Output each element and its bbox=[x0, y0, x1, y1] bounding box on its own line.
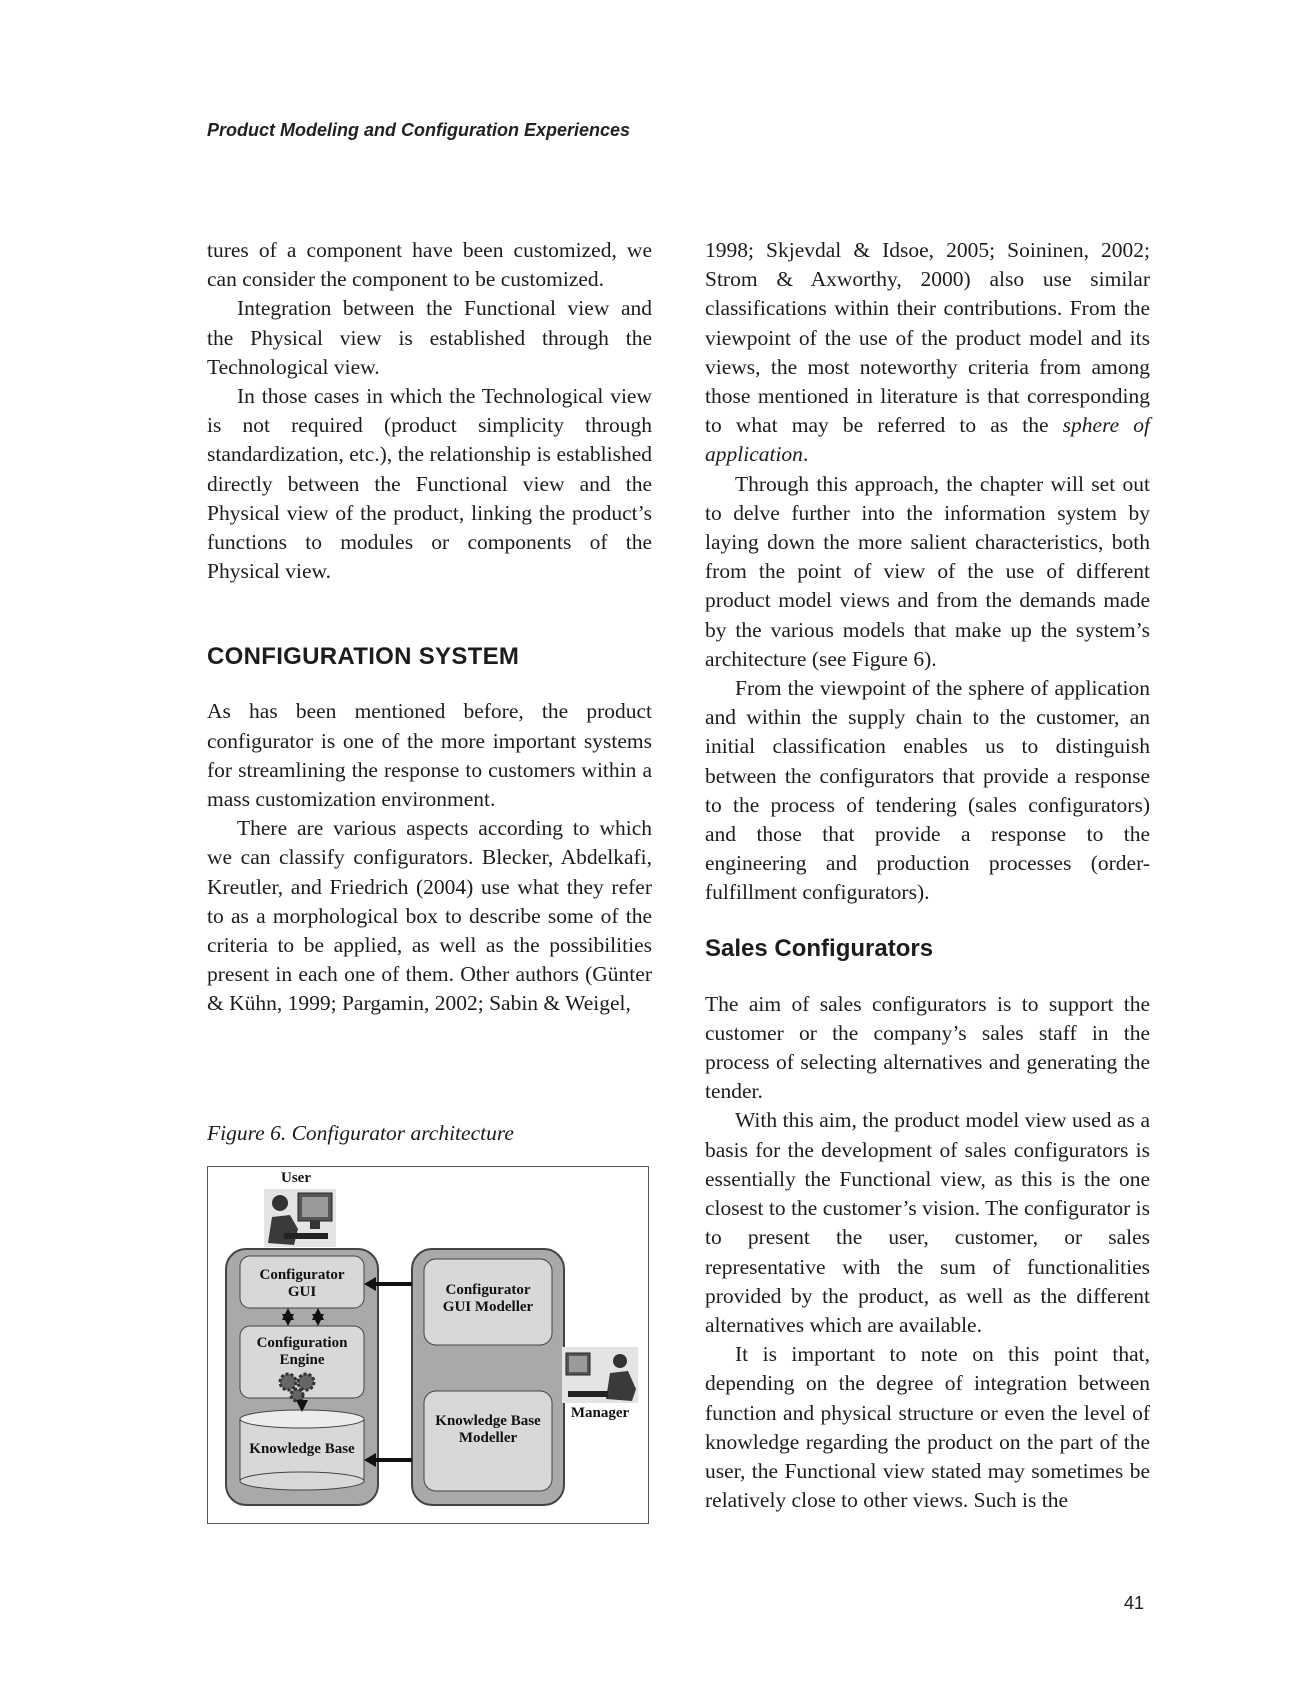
figure-configurator-architecture bbox=[207, 1166, 649, 1524]
paragraph: Integration between the Functional view and the Physical view is established through the Technological view. bbox=[207, 296, 652, 379]
configuration-engine-label: Configuration Engine bbox=[256, 1335, 348, 1368]
user-label: User bbox=[281, 1170, 311, 1186]
running-head: Product Modeling and Configuration Experiences bbox=[207, 120, 631, 140]
paragraph bbox=[705, 236, 1150, 470]
paragraph: It is important to note on this point that, depending on the degree of integration between function and physical structure or even the level of knowledge regarding the product on the part of the user, the Functional view stated may sometimes be relatively close to other views. Such is the bbox=[705, 1342, 1150, 1513]
configurator-gui-label: Configurator GUI bbox=[259, 1267, 345, 1300]
gui-modeller-label: Configurator GUI Modeller bbox=[442, 1282, 534, 1315]
kb-modeller-label: Knowledge Base Modeller bbox=[435, 1413, 541, 1446]
emphasis: sphere of application bbox=[705, 413, 1151, 467]
subsection-heading: Sales Configurators bbox=[705, 934, 934, 962]
page-number: 41 bbox=[1124, 1593, 1145, 1613]
manager-computer-icon bbox=[562, 1347, 638, 1403]
left-column bbox=[207, 236, 652, 1019]
paragraph: With this aim, the product model view used as a basis for the development of sales configurators is essentially the Functional view, as this is the one closest to the customer’s vision. The configurator is to present the user, customer, or sales representative with the sum of functionalities provided by the product, as well as the different alternatives which are available. bbox=[705, 1108, 1150, 1337]
paragraph: tures of a component have been customized, we can consider the component to be customized. bbox=[207, 238, 652, 292]
paragraph: As has been mentioned before, the product configurator is one of the more important systems for streamlining the response to customers within a mass customization environment. bbox=[207, 699, 652, 812]
right-column bbox=[705, 236, 1150, 1515]
paragraph-text: 1998; Skjevdal & Idsoe, 2005; Soininen, 2002; Strom & Axworthy, 2000) also use similar classifications within their contributions. From the viewpoint of the use of the product model and its views, the most noteworthy criteria from among those mentioned in literature is that corresponding to what may be referred to as the bbox=[705, 238, 1150, 438]
paragraph-end: . bbox=[802, 442, 809, 467]
paragraph: In those cases in which the Technological view is not required (product simplicity through standardization, etc.), the relationship is established directly between the Functional view and the Physical view of the product, linking the product’s functions to modules or components of the Physical view. bbox=[207, 384, 652, 584]
paragraph: The aim of sales configurators is to support the customer or the company’s sales staff in the process of selecting alternatives and generating the tender. bbox=[705, 991, 1150, 1104]
user-computer-icon bbox=[264, 1189, 336, 1247]
knowledge-base-label: Knowledge Base bbox=[249, 1441, 355, 1457]
manager-label: Manager bbox=[570, 1405, 630, 1421]
section-heading: CONFIGURATION SYSTEM bbox=[207, 643, 520, 671]
paragraph: There are various aspects according to which we can classify configurators. Blecker, Abdelkafi, Kreutler, and Friedrich (2004) use what they refer to as a morphological box to describe some of the criteria to be applied, as well as the possibilities present in each one of them. Other authors (Günter & Kühn, 1999; Pargamin, 2002; Sabin & Weigel, bbox=[207, 816, 652, 1016]
figure-caption: Figure 6. Configurator architecture bbox=[207, 1121, 514, 1145]
paragraph: Through this approach, the chapter will set out to delve further into the information system by laying down the more salient characteristics, both from the point of view of the use of different product model views and from the demands made by the various models that make up the system’s architecture (see Figure 6). bbox=[705, 471, 1150, 671]
paragraph: From the viewpoint of the sphere of application and within the supply chain to the customer, an initial classification enables us to distinguish between the configurators that provide a response to the process of tendering (sales configurators) and those that provide a response to the engineering and production processes (order-fulfillment configurators). bbox=[705, 676, 1150, 905]
